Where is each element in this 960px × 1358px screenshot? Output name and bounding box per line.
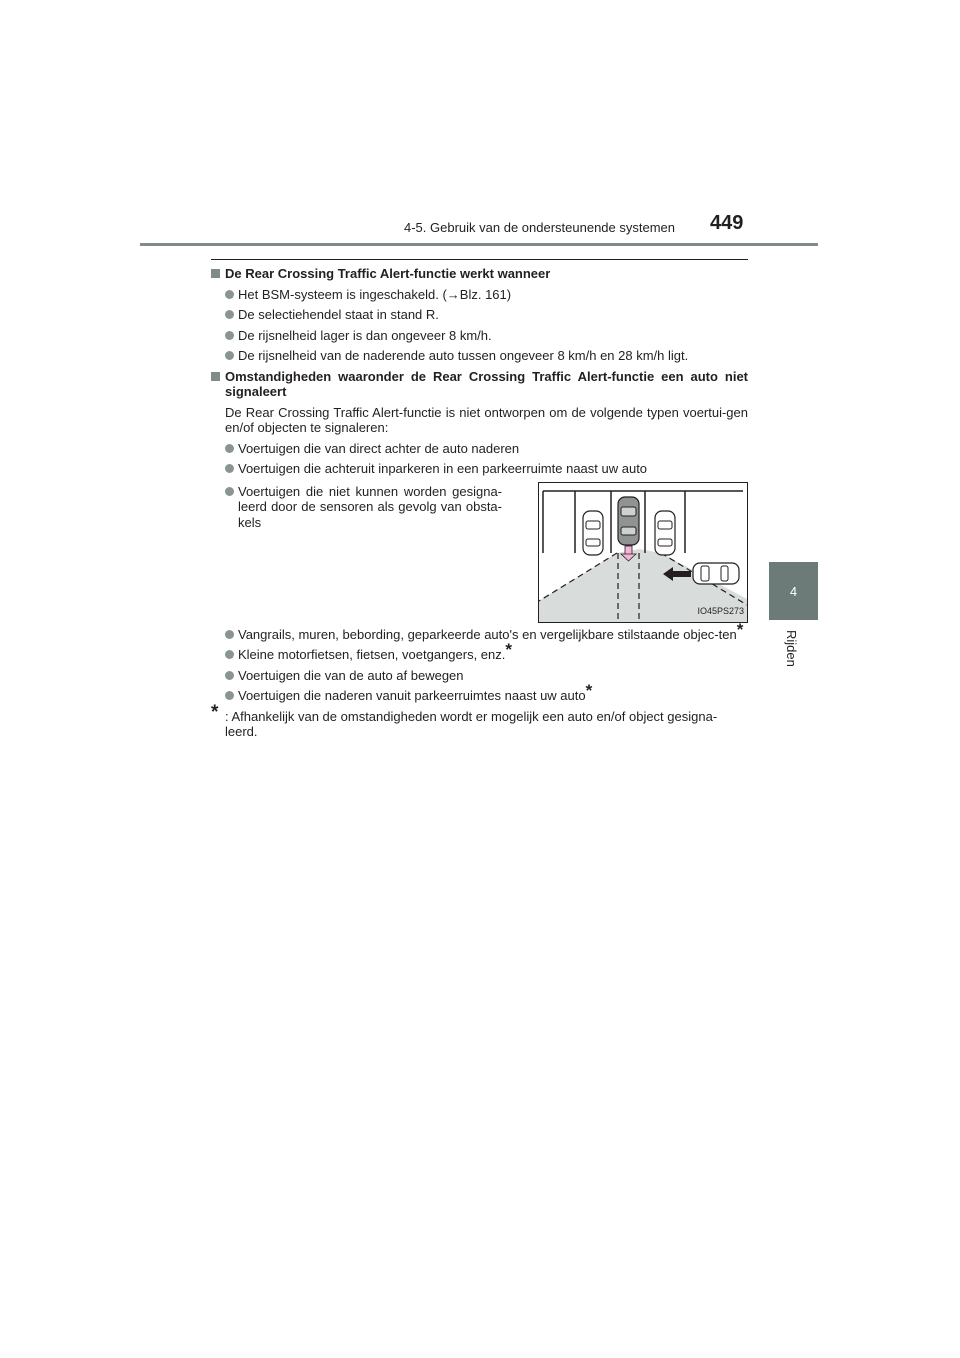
circle-bullet-icon <box>225 487 234 496</box>
circle-bullet-icon <box>225 630 234 639</box>
circle-bullet-icon <box>225 310 234 319</box>
footnote-text: : Afhankelijk van de omstandigheden wordt er mogelijk een auto en/of object gesigna-leerd. <box>225 708 718 739</box>
header-rule <box>140 243 818 246</box>
asterisk-mark: * <box>505 640 513 659</box>
circle-bullet-icon <box>225 671 234 680</box>
page-number: 449 <box>710 212 744 234</box>
circle-bullet-icon <box>225 290 234 299</box>
list-item: Voertuigen die van direct achter de auto naderen <box>211 441 748 457</box>
chapter-label: Rijden <box>784 630 799 667</box>
list-item: Kleine motorfietsen, fietsen, voetgangers, enz.* <box>211 647 748 663</box>
list-item: Voertuigen die niet kunnen worden gesigna-leerd door de sensoren als gevolg van obsta-kels <box>211 484 502 531</box>
square-bullet-icon <box>211 372 220 381</box>
list-item: De rijsnelheid van de naderende auto tussen ongeveer 8 km/h en 28 km/h ligt. <box>211 348 748 364</box>
list-item: Vangrails, muren, bebording, geparkeerde auto's en vergelijkbare stilstaande objec-ten* <box>211 627 748 643</box>
section-heading-not-detected: Omstandigheden waaronder de Rear Crossing Traffic Alert-functie een auto niet signaleert <box>211 369 748 400</box>
parked-car-left <box>583 511 603 555</box>
section-heading-works-when: De Rear Crossing Traffic Alert-functie werkt wanneer <box>211 266 748 282</box>
circle-bullet-icon <box>225 650 234 659</box>
list-item: Het BSM-systeem is ingeschakeld. (→Blz. 161) <box>211 287 748 303</box>
asterisk-mark: * <box>585 681 593 700</box>
page-content <box>211 266 748 740</box>
list-item: De rijsnelheid lager is dan ongeveer 8 km/h. <box>211 328 748 344</box>
footnote-asterisk: * <box>211 701 219 723</box>
list-item: Voertuigen die naderen vanuit parkeerruimtes naast uw auto* <box>211 688 748 704</box>
intro-paragraph: De Rear Crossing Traffic Alert-functie is niet ontworpen om de volgende typen voertui-gen en/of objecten te signaleren: <box>225 404 748 435</box>
circle-bullet-icon <box>225 691 234 700</box>
approaching-car <box>693 563 739 584</box>
circle-bullet-icon <box>225 464 234 473</box>
chapter-tab <box>769 562 818 620</box>
footnote <box>211 701 748 740</box>
list-item: De selectiehendel staat in stand R. <box>211 307 748 323</box>
square-bullet-icon <box>211 269 220 278</box>
parking-diagram <box>539 483 747 622</box>
running-header: 4-5. Gebruik van de ondersteunende systemen <box>404 220 676 235</box>
section-rule <box>211 259 748 260</box>
asterisk-mark: * <box>736 619 744 639</box>
own-car <box>618 497 639 545</box>
circle-bullet-icon <box>225 351 234 360</box>
parked-car-right <box>655 511 675 555</box>
figure-code: IO45PS273 <box>697 606 744 616</box>
list-item: Voertuigen die achteruit inparkeren in een parkeerruimte naast uw auto <box>211 461 748 477</box>
parking-illustration <box>538 482 748 623</box>
circle-bullet-icon <box>225 331 234 340</box>
circle-bullet-icon <box>225 444 234 453</box>
list-item: Voertuigen die van de auto af bewegen <box>211 668 748 684</box>
figure-row <box>211 482 748 623</box>
chapter-number: 4 <box>789 583 798 599</box>
